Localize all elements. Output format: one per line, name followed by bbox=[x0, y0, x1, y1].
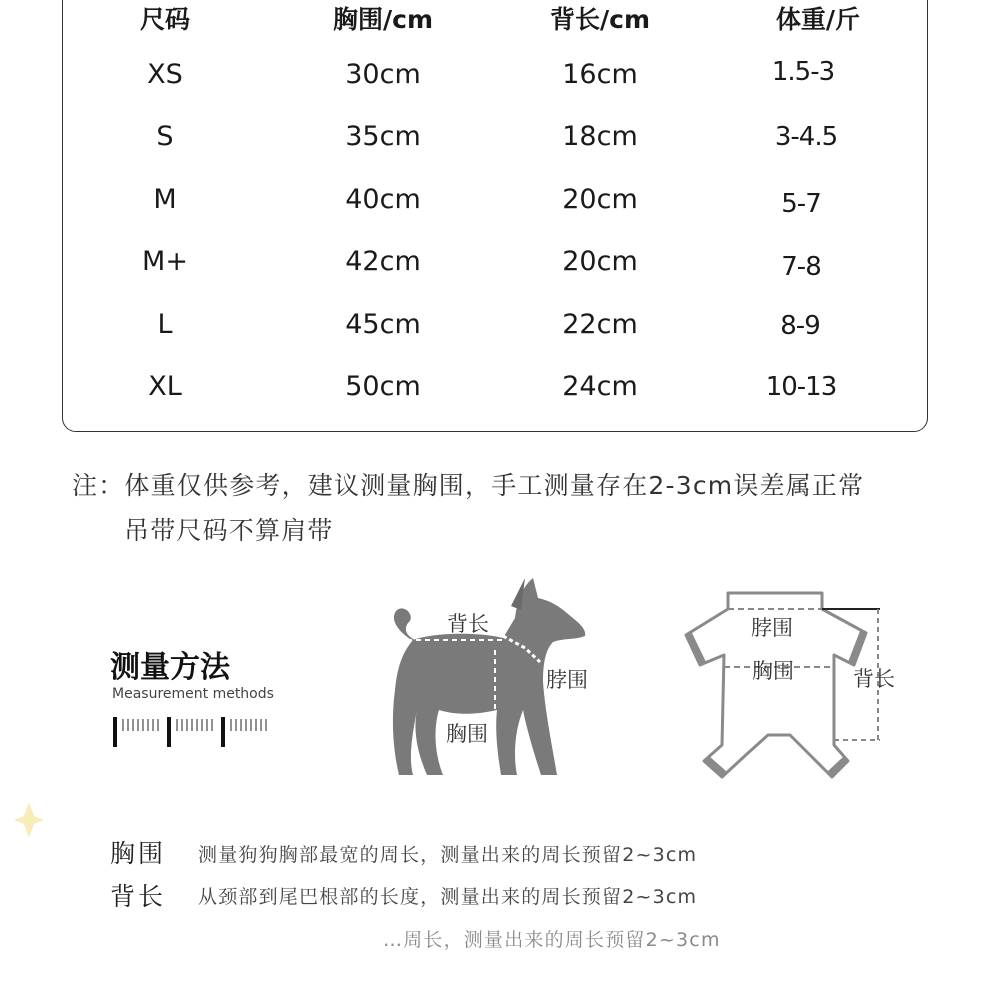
dog-label-back-length: 背长 bbox=[447, 612, 489, 636]
weight-cell: 7-8 bbox=[781, 252, 821, 282]
method-title: 测量方法 bbox=[110, 650, 230, 685]
chest-cell: 40cm bbox=[345, 184, 421, 215]
chest-cell: 42cm bbox=[345, 246, 421, 277]
size-cell: XS bbox=[147, 59, 183, 90]
size-cell: XL bbox=[148, 371, 182, 402]
method-subtitle: Measurement methods bbox=[112, 686, 274, 702]
chest-cell: 45cm bbox=[345, 309, 421, 340]
desc-text-partial: …周长，测量出来的周长预留2~3cm bbox=[383, 929, 721, 951]
note-line-1: 注：体重仅供参考，建议测量胸围，手工测量存在2-3cm误差属正常 bbox=[72, 471, 865, 500]
weight-cell: 3-4.5 bbox=[774, 122, 838, 152]
size-cell: S bbox=[156, 121, 174, 152]
back-cell: 22cm bbox=[562, 309, 638, 340]
weight-cell: 10-13 bbox=[765, 372, 837, 402]
size-cell: L bbox=[157, 309, 173, 340]
size-cell: M+ bbox=[142, 246, 188, 277]
chest-cell: 50cm bbox=[345, 371, 421, 402]
size-cell: M bbox=[153, 184, 177, 215]
weight-cell: 5-7 bbox=[781, 189, 821, 219]
desc-key-back: 背长 bbox=[110, 882, 167, 911]
weight-cell: 1.5-3 bbox=[771, 57, 835, 87]
shirt-label-chest: 胸围 bbox=[752, 659, 794, 683]
dog-label-neck: 脖围 bbox=[546, 668, 588, 692]
desc-text-back: 从颈部到尾巴根部的长度，测量出来的周长预留2~3cm bbox=[198, 886, 698, 908]
dog-label-chest: 胸围 bbox=[446, 722, 488, 746]
header-size: 尺码 bbox=[139, 5, 191, 34]
chest-cell: 35cm bbox=[345, 121, 421, 152]
back-cell: 20cm bbox=[562, 184, 638, 215]
chest-cell: 30cm bbox=[345, 59, 421, 90]
sparkle-icon bbox=[12, 800, 46, 840]
back-cell: 16cm bbox=[562, 59, 638, 90]
header-weight: 体重/斤 bbox=[775, 5, 861, 34]
ruler-icon bbox=[110, 713, 275, 747]
weight-cell: 8-9 bbox=[780, 311, 820, 341]
size-table bbox=[62, 0, 928, 432]
desc-text-chest: 测量狗狗胸部最宽的周长，测量出来的周长预留2~3cm bbox=[198, 844, 698, 866]
note-line-2: 吊带尺码不算肩带 bbox=[124, 516, 334, 545]
shirt-label-back-length: 背长 bbox=[853, 667, 895, 691]
desc-key-chest: 胸围 bbox=[110, 839, 167, 868]
shirt-label-neck: 脖围 bbox=[751, 616, 793, 640]
header-back-length: 背长/cm bbox=[549, 5, 651, 34]
back-cell: 18cm bbox=[562, 121, 638, 152]
back-cell: 20cm bbox=[562, 246, 638, 277]
back-cell: 24cm bbox=[562, 371, 638, 402]
header-chest: 胸围/cm bbox=[332, 5, 434, 34]
